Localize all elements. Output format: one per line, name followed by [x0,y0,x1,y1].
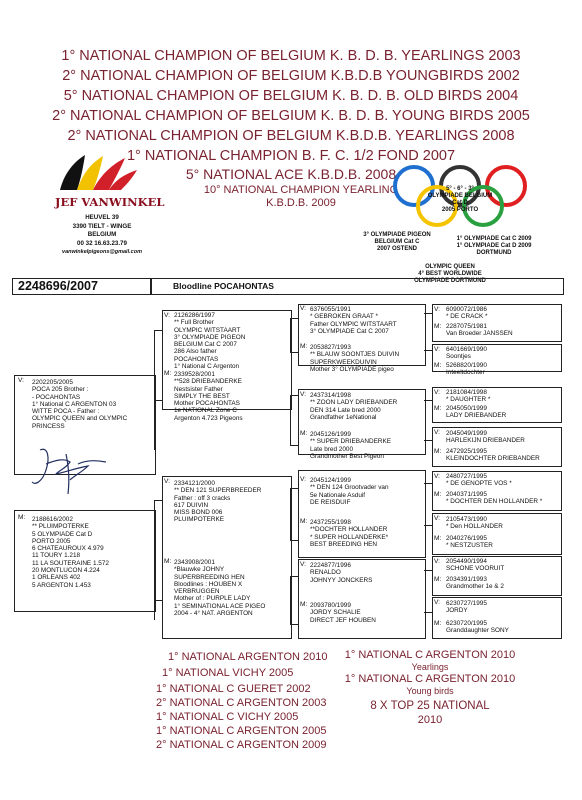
result-left: 1° NATIONAL C ARGENTON 2005 [156,725,327,737]
pedigree-line: POCAHONTAS [174,355,219,363]
connector [424,440,432,441]
connector [290,395,291,445]
gen1-dam-text [32,516,109,589]
title-line-3: 5° NATIONAL CHAMPION OF BELGIUM K. B. D. B. OLD BIRDS 2004 [63,88,519,104]
dam-marker: M: [434,323,442,330]
pedigree-line: Bloodlines : HOUBEN X [174,580,243,588]
pedigree-line: 2054490/1994 [446,558,487,565]
olympiad-ring-text [415,186,505,214]
dam-marker: M: [434,576,442,583]
dam-marker: M: [18,514,26,521]
pedigree-line: 1° National C Argenton [174,363,240,371]
pedigree-line: * DE CRACK * [446,313,488,321]
dam-marker: M: [434,362,442,369]
title-line-7: 5° NATIONAL ACE K.B.D.B. 2008 [185,166,397,182]
gen4-text [446,558,504,573]
result-right-line: 1° NATIONAL C ARGENTON 2010 [344,649,516,661]
pedigree-line: 2126286/1997 [174,312,215,319]
pedigree-line: Van Broeder JANSSEN [446,330,513,338]
pedigree-line: 2045049/1999 [446,430,487,437]
sire-marker: V: [300,476,306,483]
pedigree-line: 617 DUIVIN [174,501,209,509]
ring-number-box [12,278,152,295]
gen4-text [446,473,512,488]
connector [154,600,162,601]
bloodline-label: Bloodline POCAHONTAS [173,281,274,291]
dam-marker: M: [300,430,308,437]
pedigree-line: BEST BREEDING HEN [310,540,377,548]
pedigree-line: * DE GENOPTE VOS * [446,480,512,488]
pedigree-line: OLYMPIC QUEEN and OLYMPIC [32,415,128,423]
pedigree-line: 2343908/2001 [174,559,215,566]
pedigree-line: 2045050/1999 [446,405,487,412]
sire-marker: V: [434,346,440,353]
gen4-text [446,430,525,445]
olympiad-line: 1° OLYMPIADE Cat C 2009 [456,236,532,242]
result-right-line: 1° NATIONAL C ARGENTON 2010 [344,673,516,685]
pedigree-line: 2472925/1995 [446,448,487,455]
dam-marker: M: [434,535,442,542]
pedigree-line: 6376055/1991 [310,306,351,313]
gen3-text [310,344,399,373]
result-right-line: Yearlings [411,662,449,672]
bloodline-box [150,278,564,295]
connector [154,400,162,401]
pedigree-line: 2045126/1999 [310,431,351,438]
pedigree-line: 3° OLYMPIADE PIGEON [174,333,246,341]
pedigree-line: 2202205/2005 [32,379,73,386]
connector [154,330,162,331]
address-line: 00 32 16.63.23.79 [77,239,127,247]
pedigree-line: Father OLYMPIC WITSTAART [310,320,397,328]
dam-marker: M: [164,370,172,377]
pedigree-line: ** ZOON LADY DRIEBANDER [310,399,398,407]
pedigree-line: Granddaughter SONY [446,627,509,635]
ring-text-line: OLYMPIADE BELGIUM [427,193,493,199]
pedigree-line: ** PLUIMPOTERKE [32,523,89,531]
gen4-text [446,448,540,463]
sire-marker: V: [164,478,170,485]
address-email: vanwinkelpigeons@gmail.com [62,249,142,255]
ring-text-line: 5° - 6° - 3° [446,186,474,192]
result-right-line: Young birds [406,686,454,696]
results-right [330,649,530,727]
connector [290,488,291,540]
pedigree-line: SUPERKWEEKDUIVIN [310,358,377,366]
connector [424,525,432,526]
gen3-text [310,602,376,624]
pedigree-line: 6401669/1990 [446,346,487,353]
dam-marker: M: [300,601,308,608]
pedigree-line: Late bred 2000 [310,445,353,453]
result-right-line: 8 X TOP 25 NATIONAL [370,700,490,712]
connector [424,350,432,351]
connector [424,483,432,484]
pedigree-line: PLUIMPOTERKE [174,516,225,524]
gen4-text [446,405,506,420]
gen2-text [174,559,265,617]
pedigree-line: 2040371/1995 [446,491,487,498]
olympiad-line: BELGIUM Cat C [374,239,420,245]
pedigree-line: ** DEN 124 Grootvader van [310,484,389,492]
pedigree-line: Inteeltdochter [446,369,485,377]
pedigree-line: 2181084/1998 [446,389,487,396]
pedigree-line: 3° OLYMPIADE Cat C 2007 [310,327,389,335]
connector [154,500,155,620]
olympiad-line: 1° OLYMPIADE Cat D 2009 [456,243,532,249]
title-line-8: 10° NATIONAL CHAMPION YEARLING [203,184,399,196]
result-left: 1° NATIONAL C VICHY 2005 [156,711,299,723]
pedigree-line: 2334121/2000 [174,480,215,487]
sire-marker: V: [434,515,440,522]
pedigree-line: * NESTZUSTER [446,542,493,550]
pedigree-line: 2480727/1995 [446,473,487,480]
olympiad-left-block [352,232,442,253]
pedigree-line: 2105473/1990 [446,516,487,523]
address-line: 3390 TIELT - WINGE [72,222,132,230]
connector [290,352,298,353]
connector [290,624,298,625]
pedigree-line: 11 TOURY 1.218 [32,552,81,560]
sire-marker: V: [434,429,440,436]
pedigree-line: 2339528/2001 [174,371,215,378]
pedigree-line: 286 Also father [174,348,217,356]
pedigree-line: PORTO 2005 [32,537,71,545]
pedigree-line: VERBRUGGEN [174,588,220,596]
pedigree-line: 2004 - 4° NAT. ARGENTON [174,610,253,618]
dam-marker: M: [300,343,308,350]
pedigree-line: 6090072/1986 [446,306,487,313]
pedigree-line: - POCAHONTAS [32,393,81,401]
address-line: BELGIUM [87,231,117,238]
pedigree-line: 1° National C ARGENTON 03 [32,400,117,408]
pedigree-line: LADY DRIEBANDER [446,412,507,420]
olympiad-line: OLYMPIC QUEEN [425,264,475,270]
pedigree-line: 2034391/1993 [446,576,487,583]
pedigree-line: 2437255/1998 [310,519,351,526]
pedigree-line: 1e NATIONAL Zone C [174,407,237,415]
pedigree-line: 11 LA SOUTERAINE 1.572 [32,559,109,567]
pedigree-line: RENALDO [310,569,341,577]
gen1-sire-text [32,379,127,430]
title-line-4: 2° NATIONAL CHAMPION OF BELGIUM K. B. D. B. YOUNG BIRDS 2005 [52,108,530,124]
dam-marker: M: [434,491,442,498]
gen4-text [446,306,488,321]
pedigree-line: OLYMPIC WITSTAART [174,326,241,334]
connector [424,400,432,401]
pedigree-line: 2093780/1999 [310,602,351,609]
pedigree-line: * SUPER HOLLANDERKE* [310,533,389,541]
gen4-text [446,600,487,615]
title-line-6: 1° NATIONAL CHAMPION B. F. C. 1/2 FOND 2007 [126,148,456,164]
sire-marker: V: [300,391,306,398]
pedigree-line: MISS BOND 006 [174,509,223,517]
gen4-text [446,620,509,635]
sire-marker: V: [434,473,440,480]
pedigree-line: * DAUGHTER * [446,396,491,404]
gen4-text [446,535,493,550]
sire-marker: V: [18,377,24,384]
connector [424,313,432,314]
connector [290,540,298,541]
ring-text-line: Cat D [452,200,468,206]
dam-marker: M: [434,448,442,455]
pedigree-line: 2040276/1995 [446,535,487,542]
gen3-text [310,477,389,506]
gen3-text [310,431,391,460]
pedigree-line: 2045124/1999 [310,477,351,484]
pedigree-line: ** BLAUW SOONTJES DUIVIN [310,351,400,359]
breeder-logo-name: JEF VANWINKEL [55,195,165,209]
pedigree-line: Argenton 4.723 Pigeons [174,414,243,422]
title-line-1: 1° NATIONAL CHAMPION OF BELGIUM K. B. D. B. YEARLINGS 2003 [61,48,521,64]
pedigree-line: 2287075/1981 [446,323,487,330]
sire-marker: V: [434,306,440,313]
pedigree-line: SUPERBREEDING HEN [174,573,245,581]
pedigree-line: 5 ARGENTON 1.453 [32,581,91,589]
olympiad-line: 4° BEST WORLDWIDE [418,271,482,277]
pedigree-line: **DOCHTER HOLLANDER [310,526,388,534]
pedigree-line: JOHNYY JONCKERS [310,576,373,584]
olympiad-line: OLYMPIADE DORTMUND [414,278,486,284]
gen4-text [446,389,490,404]
pedigree-line: KLEINDOCHTER DRIEBANDER [446,455,540,463]
pedigree-line: JORDY [446,607,468,615]
gen2-text [174,312,245,370]
dam-marker: M: [164,558,172,565]
connector [290,445,298,446]
pedigree-line: POCA 205 Brother : [32,386,89,394]
pedigree-line: Mother POCAHONTAS [174,400,240,408]
pedigree-line: * DOCHTER DEN HOLLANDER * [446,498,543,506]
pedigree-line: 5 OLYMPIADE Cat D [32,530,93,538]
result-left: 2° NATIONAL C ARGENTON 2009 [156,739,327,751]
pedigree-line: DEN 314 Late bred 2000 [310,406,381,414]
pedigree-line: * GEBROKEN GRAAT * [310,313,378,321]
pedigree-line: 6230720/1995 [446,620,487,627]
pedigree-line: *Blauwke JOHNY [174,566,225,574]
pedigree-line: SIMPLY THE BEST [174,392,230,400]
sire-marker: V: [434,599,440,606]
dam-marker: M: [434,620,442,627]
ring-number: 2248696/2007 [18,279,98,293]
title-line-9: K.B.D.B. 2009 [266,197,336,209]
result-left: 1° NATIONAL ARGENTON 2010 [168,651,328,663]
pedigree-line: 2053827/1993 [310,344,351,351]
gen2-text [174,371,243,422]
pedigree-line: Father : off 3 cracks [174,494,231,502]
address-line: HEUVEL 39 [85,214,119,221]
olympiad-line: 3° OLYMPIADE PIGEON [363,232,431,238]
sire-marker: V: [164,312,170,319]
result-left: 1° NATIONAL VICHY 2005 [162,667,294,679]
result-right-line: 2010 [417,714,443,726]
pedigree-line: Grandmother Best Pigeon [310,452,384,460]
pedigree-line: 1° SEMINATIONAL ACE PIGEO [174,602,266,610]
pedigree-line: HARLEKIJN DRIEBANDER [446,437,525,445]
pedigree-line: Nestsister Father [174,385,223,393]
pedigree-line: 20 MONTLUCON 4.224 [32,567,100,575]
pedigree-line: 5e Nationale Asduif [310,491,366,499]
gen3-text [310,306,397,335]
pedigree-line: Mother 3° OLYMPIADE pigeo [310,365,394,373]
pedigree-line: SCHONE VOORUIT [446,565,505,573]
ring-text-line: 2005 PORTO [441,207,479,213]
pedigree-line: 2224877/1996 [310,562,351,569]
pedigree-line: Mother of : PURPLE LADY [174,595,251,603]
olympiad-line: 2007 OSTEND [376,246,418,252]
pedigree-line: DE REISDUIF [310,498,351,506]
pedigree-line: 5268820/1990 [446,362,487,369]
gen2-text [174,480,261,524]
pedigree-line: Grandfather 1eNational [310,413,377,421]
connector [290,576,291,624]
pedigree-line: 6230727/1995 [446,600,487,607]
gen4-text [446,491,542,506]
sire-marker: V: [434,558,440,565]
flag-wings-icon [55,150,145,195]
pedigree-line: WITTE POCA - Father : [32,408,100,416]
title-line-2: 2° NATIONAL CHAMPION OF BELGIUM K.B.D.B YOUNGBIRDS 2002 [62,68,520,84]
gen3-text [310,392,397,421]
connector [290,488,298,489]
breeder-address [52,214,152,257]
connector [154,330,155,450]
connector [290,576,298,577]
connector [290,395,298,396]
pedigree-line: * Den HOLLANDER [446,523,503,531]
pedigree-line: BELGIUM Cat C 2007 [174,341,237,349]
pedigree-line: 6 CHATEAUROUX 4.979 [32,545,104,553]
gen4-text [446,346,487,361]
pedigree-line: Soontjes [446,353,471,361]
pedigree-line: ** Full Brother [174,319,214,327]
pedigree-line: ** DEN 121 SUPERBREEDER [174,487,262,495]
pedigree-line: PRINCESS [32,422,65,430]
signature-icon [26,440,116,500]
connector [424,570,432,571]
breeder-logo [55,150,165,210]
olympiad-line: DORTMUND [476,250,512,256]
gen4-text [446,516,503,531]
sire-marker: V: [300,561,306,568]
pedigree-line: 2188616/2002 [32,516,73,523]
gen4-text [446,323,513,338]
pedigree-line: ** SUPER DRIEBANDERKE [310,438,391,446]
olympiad-right-block [440,236,548,257]
sire-marker: V: [300,305,306,312]
dam-marker: M: [434,405,442,412]
pedigree-line: Grandmother 1e & 2 [446,583,504,591]
sire-marker: V: [434,389,440,396]
pedigree-line: JORDY SCHALIE [310,609,361,617]
pedigree-line: 2437314/1998 [310,392,351,399]
connector [424,612,432,613]
title-line-5: 2° NATIONAL CHAMPION OF BELGIUM K.B.D.B. YEARLINGS 2008 [67,128,515,144]
result-left: 1° NATIONAL C GUERET 2002 [156,683,311,695]
dam-marker: M: [300,518,308,525]
gen3-text [310,562,372,584]
gen3-text [310,519,388,548]
connector [290,318,291,352]
pedigree-line: 1 ORLEANS 402 [32,574,81,582]
pedigree-line: **528 DRIEBANDERKE [174,378,242,386]
gen4-text [446,362,487,377]
result-left: 2° NATIONAL C ARGENTON 2003 [156,697,327,709]
connector [154,500,162,501]
pedigree-line: DIRECT JEF HOUBEN [310,616,376,624]
connector [290,318,298,319]
gen4-text [446,576,504,591]
